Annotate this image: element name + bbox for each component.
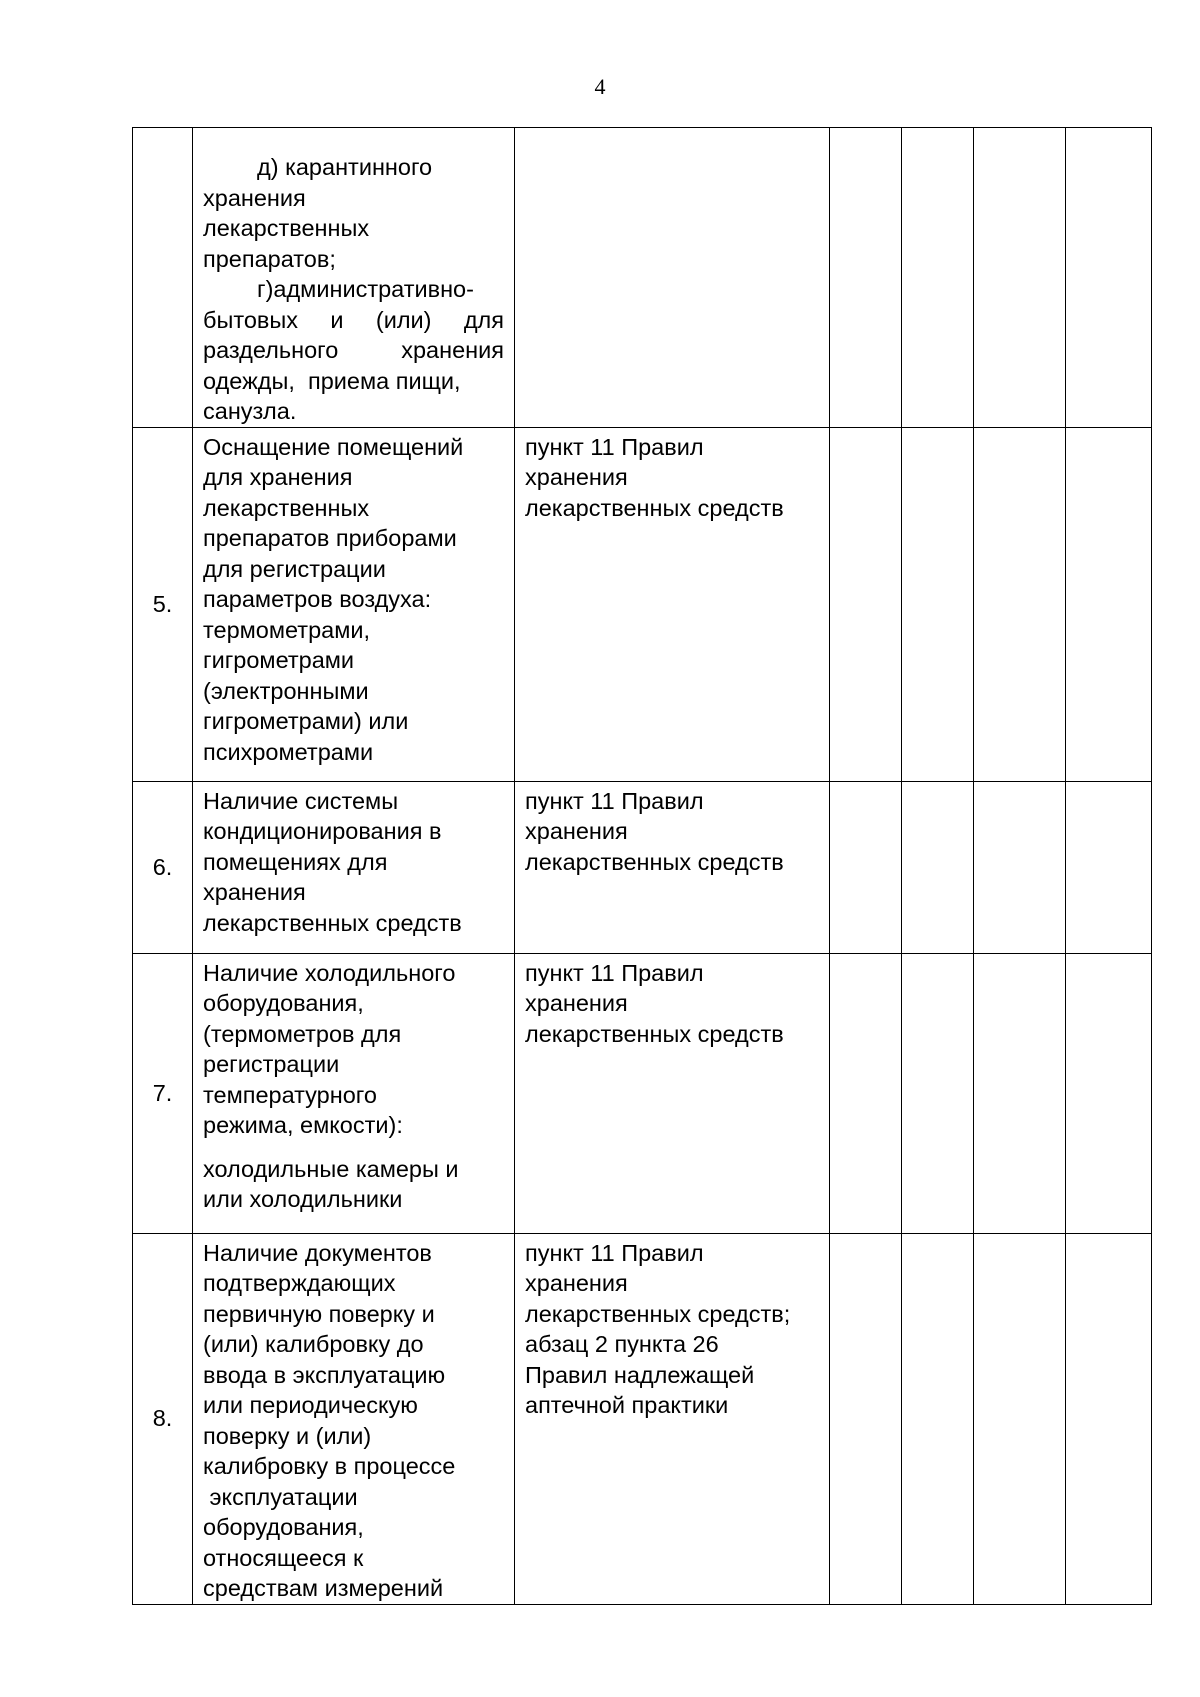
requirement-line: кондиционирования в	[203, 818, 442, 844]
empty-cell	[902, 427, 974, 781]
page-number: 4	[594, 74, 606, 99]
empty-cell	[974, 781, 1066, 953]
requirement-line: лекарственных средств	[203, 909, 462, 936]
reference-line: пункт 11 Правил	[525, 433, 704, 460]
reference-line: пункт 11 Правил	[525, 959, 704, 986]
empty-cell	[1066, 781, 1152, 953]
row-number: 8.	[133, 1233, 193, 1604]
empty-cell	[974, 128, 1066, 428]
reference-line: пункт 11 Правил	[525, 1239, 704, 1266]
empty-cell	[974, 427, 1066, 781]
requirement-line: эксплуатации	[203, 1483, 358, 1510]
requirement-cell	[193, 953, 515, 1233]
requirement-line: препаратов приборами	[203, 525, 457, 551]
requirement-line: режима, емкости):	[203, 1112, 403, 1138]
requirement-line: параметров воздуха:	[203, 586, 432, 612]
requirement-line: (термометров для	[203, 1020, 402, 1047]
reference-line: лекарственных средств	[525, 1020, 784, 1047]
requirement-line: холодильные камеры и	[203, 1155, 459, 1182]
requirement-line: лекарственных	[203, 494, 370, 521]
reference-line: Правил надлежащей	[525, 1361, 755, 1388]
requirement-line: поверку и (или)	[203, 1422, 372, 1449]
empty-cell	[830, 128, 902, 428]
empty-cell	[1066, 1233, 1152, 1604]
requirement-line: помещениях для	[203, 848, 388, 875]
empty-cell	[974, 1233, 1066, 1604]
requirement-cell	[193, 781, 515, 953]
requirement-line: регистрации	[203, 1051, 340, 1077]
requirement-line: Оснащение помещений	[203, 433, 464, 460]
table-row	[133, 128, 1152, 428]
requirement-line: бытовых и (или) для	[203, 306, 504, 333]
table-row	[133, 1233, 1152, 1604]
requirement-line: подтверждающих	[203, 1270, 396, 1296]
requirement-cell	[193, 128, 515, 428]
table-row	[133, 427, 1152, 781]
checklist-table	[132, 127, 1152, 1605]
requirement-line: ввода в эксплуатацию	[203, 1361, 446, 1388]
requirement-line: г)административно-	[257, 276, 474, 302]
reference-cell	[515, 128, 830, 428]
empty-cell	[830, 953, 902, 1233]
requirement-line: оборудования,	[203, 1514, 364, 1540]
requirement-line: для регистрации	[203, 555, 386, 582]
row-number: 6.	[133, 781, 193, 953]
requirement-line: д) карантинного	[257, 154, 433, 180]
reference-line: хранения	[525, 818, 628, 844]
requirement-line: Наличие документов	[203, 1239, 432, 1266]
requirement-cell	[193, 427, 515, 781]
empty-cell	[902, 953, 974, 1233]
requirement-line: Наличие холодильного	[203, 959, 456, 986]
reference-cell	[515, 1233, 830, 1604]
requirement-line: оборудования,	[203, 990, 364, 1016]
requirement-line: лекарственных	[203, 215, 370, 241]
empty-cell	[974, 953, 1066, 1233]
reference-line: лекарственных средств	[525, 848, 784, 875]
reference-line: абзац 2 пункта 26	[525, 1331, 719, 1357]
reference-line: хранения	[525, 1270, 628, 1296]
requirement-line: санузла.	[203, 398, 297, 424]
requirement-line: одежды, приема пищи,	[203, 367, 461, 394]
requirement-line: термометрами,	[203, 616, 371, 643]
reference-line: хранения	[525, 464, 628, 490]
requirement-line: гигрометрами) или	[203, 708, 409, 734]
requirement-line: или периодическую	[203, 1392, 418, 1418]
empty-cell	[902, 128, 974, 428]
row-number: 7.	[133, 953, 193, 1233]
empty-cell	[830, 427, 902, 781]
reference-line: лекарственных средств;	[525, 1300, 791, 1327]
empty-cell	[902, 1233, 974, 1604]
requirement-line: или холодильники	[203, 1186, 403, 1212]
reference-line: лекарственных средств	[525, 494, 784, 521]
requirement-line: препаратов;	[203, 245, 336, 272]
requirement-line: температурного	[203, 1081, 377, 1108]
empty-cell	[830, 781, 902, 953]
reference-cell	[515, 781, 830, 953]
reference-cell	[515, 953, 830, 1233]
requirement-line: Наличие системы	[203, 787, 399, 814]
empty-cell	[902, 781, 974, 953]
requirement-line: хранения	[203, 879, 306, 905]
empty-cell	[830, 1233, 902, 1604]
requirement-line: раздельного хранения	[203, 337, 504, 363]
reference-line: хранения	[525, 990, 628, 1016]
requirement-line: хранения	[203, 184, 306, 211]
requirement-line: средствам измерений	[203, 1575, 444, 1601]
table-row	[133, 781, 1152, 953]
empty-cell	[1066, 128, 1152, 428]
requirement-line: (или) калибровку до	[203, 1331, 424, 1357]
reference-cell	[515, 427, 830, 781]
row-number	[133, 128, 193, 428]
reference-line: пункт 11 Правил	[525, 787, 704, 814]
requirement-line: относящееся к	[203, 1544, 364, 1571]
requirement-line: калибровку в процессе	[203, 1453, 456, 1479]
requirement-line: первичную поверку и	[203, 1300, 435, 1327]
row-number: 5.	[133, 427, 193, 781]
table-row	[133, 953, 1152, 1233]
requirement-line: психрометрами	[203, 738, 374, 765]
reference-line: аптечной практики	[525, 1392, 729, 1418]
empty-cell	[1066, 953, 1152, 1233]
requirement-line: (электронными	[203, 677, 369, 704]
requirement-cell	[193, 1233, 515, 1604]
requirement-line: для хранения	[203, 464, 353, 490]
requirement-line: гигрометрами	[203, 647, 355, 673]
empty-cell	[1066, 427, 1152, 781]
